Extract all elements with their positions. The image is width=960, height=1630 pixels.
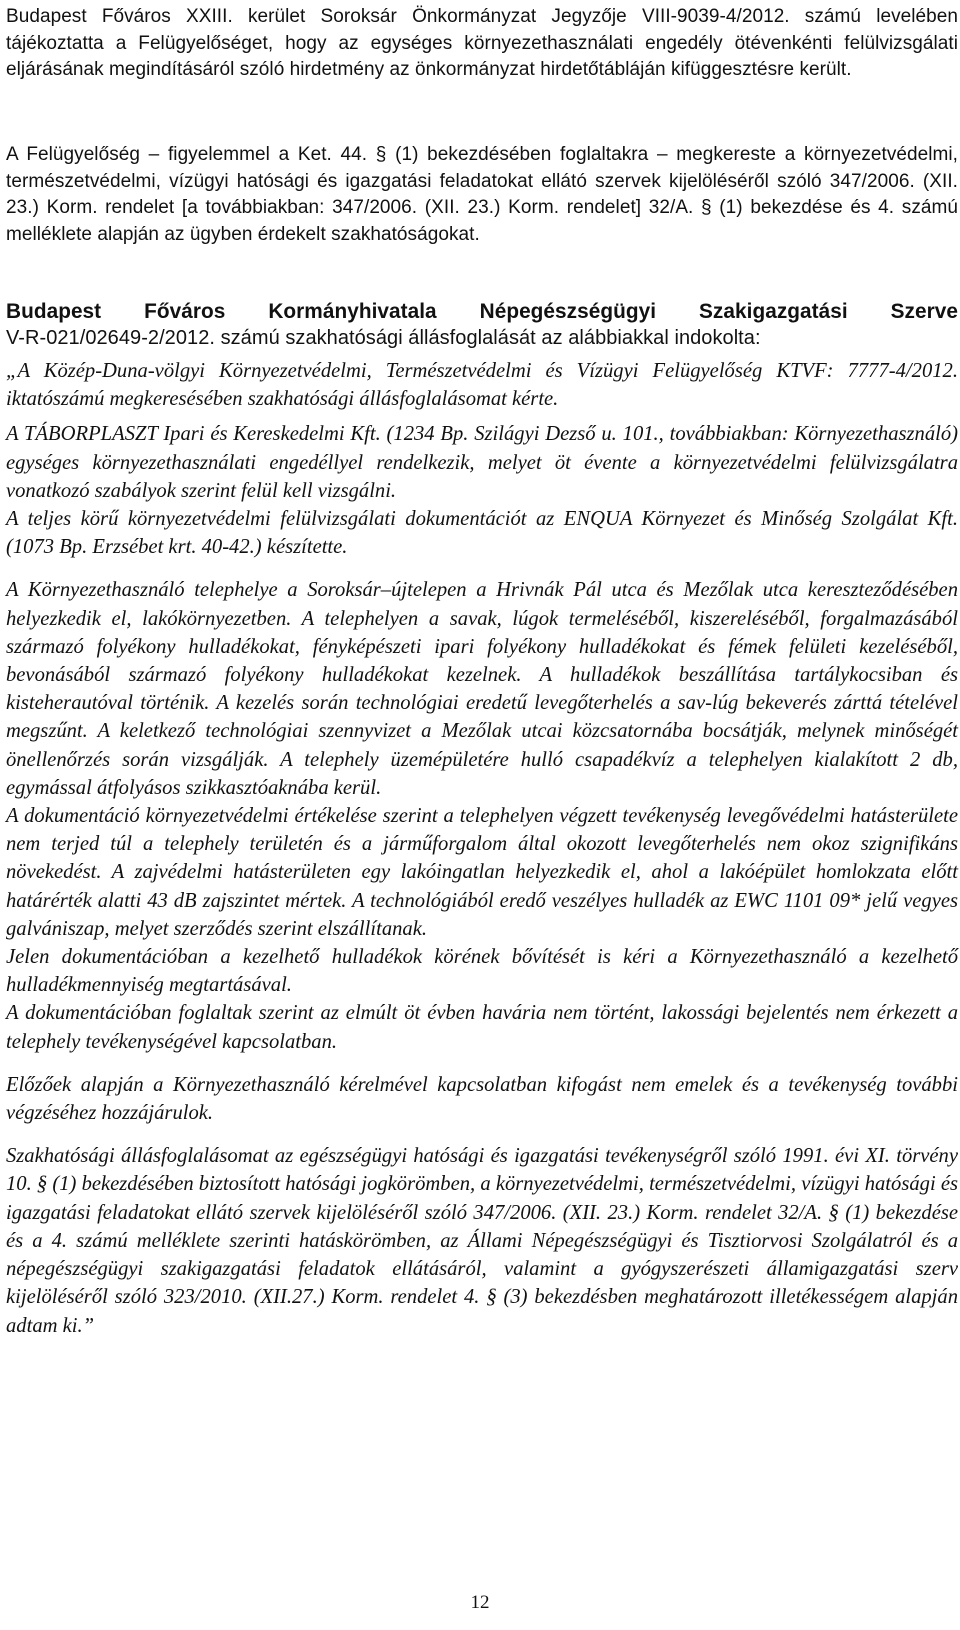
quote-paragraph-1: „A Közép-Duna-völgyi Környezetvédelmi, Természetvédelmi és Vízügyi Felügyelőség KTVF: 7777-4/2012. iktatószámú megkeresésében szakhatósági állásfoglalásomat kérte. bbox=[6, 360, 958, 411]
quote-paragraph-6: Jelen dokumentációban a kezelhető hulladékok körének bővítését is kéri a Környezethasználó a kezelhető hulladékmennyiség megtartásával. bbox=[6, 946, 958, 997]
quote-paragraph-7: A dokumentációban foglaltak szerint az elmúlt öt évben havária nem történt, lakossági bejelentés nem érkezett a telephely tevékenységével kapcsolatban. bbox=[6, 1002, 958, 1053]
quote-paragraph-8: Előzőek alapján a Környezethasználó kérelmével kapcsolatban kifogást nem emelek és a tevékenység további végzéséhez hozzájárulok. bbox=[6, 1073, 958, 1125]
page-number: 12 bbox=[470, 1592, 490, 1613]
intro-paragraph: Budapest Főváros XXIII. kerület Soroksár Önkormányzat Jegyzője VIII-9039-4/2012. számú levelében tájékoztatta a Felügyelőséget, hogy az egységes környezethasználati engedély ötévenkénti felülvizsgálati eljárásának megindításáról szóló hirdetmény az önkormányzat hirdetőtábláján kifüggesztésre került. bbox=[6, 6, 958, 80]
quote-paragraph-3: A teljes körű környezetvédelmi felülvizsgálati dokumentációt az ENQUA Környezet és Minőség Szolgálat Kft. (1073 Bp. Erzsébet krt. 40-42.) készítette. bbox=[6, 508, 958, 559]
authority-block bbox=[6, 298, 958, 352]
quote-paragraph-5: A dokumentáció környezetvédelmi értékelése szerint a telephelyen végzett tevékenység levegővédelmi hatásterülete nem terjed túl a telephely területén és a járműforgalom által okozott levegőterhelés nem okoz szignifikáns növekedést. A zajvédelmi hatásterületen egy lakóingatlan helyezkedik el, ahol a lakóépület homlokzata előtt határérték alatti 43 dB zajszintet mértek. A technológiából eredő veszélyes hulladék az EWC 1101 09* jelű vegyes galvániszap, melyet szerződés szerint elszállítanak. bbox=[6, 805, 958, 940]
quoted-opinion bbox=[6, 357, 958, 1340]
quote-paragraph-4: A Környezethasználó telephelye a Soroksár–újtelepen a Hrivnák Pál utca és Mezőlak utca kereszteződésében helyezkedik el, lakókörnyezetben. A telephelyen a savak, lúgok termeléséből, kiszereléséből, forgalmazásából származó folyékony hulladékokat, fényképészeti ipari folyékony hulladékokat és fémek felületi kezeléséből, bevonásából származó folyékony hulladékokat kezelnek. A hulladékok beszállítása tartálykocsiban és kisteherautóval történik. A kezelés során technológiai eredetű levegőterhelés a sav-lúg bekeverés zárttá tételével megszűnt. A keletkező technológiai szennyvizet a Mezőlak utcai közcsatornába bocsátják, melynek minőségét önellenőrzés során vizsgálják. A telephely üzemépületére hulló csapadékvíz a telephelyen kialakított 2 db, egymással átfolyásos szikkasztóaknába kerül. bbox=[6, 579, 958, 799]
quote-paragraph-2: A TÁBORPLASZT Ipari és Kereskedelmi Kft. (1234 Bp. Szilágyi Dezső u. 101., továbbiakban: Környezethasználó) egységes környezethasználati engedéllyel rendelkezik, melyet öt évente a környezetvédelmi felülvizsgálatra vonatkozó szabályok szerint felül kell vizsgálni. bbox=[6, 423, 958, 502]
inspectorate-paragraph: A Felügyelőség – figyelemmel a Ket. 44. § (1) bekezdésében foglaltakra – megkereste a környezetvédelmi, természetvédelmi, vízügyi hatósági és igazgatási feladatokat ellátó szervek kijelöléséről szóló 347/2006. (XII. 23.) Korm. rendelet [a továbbiakban: 347/2006. (XII. 23.) Korm. rendelet] 32/A. § (1) bekezdése és 4. számú melléklete alapján az ügyben érdekelt szakhatóságokat. bbox=[6, 144, 958, 245]
quote-paragraph-9: Szakhatósági állásfoglalásomat az egészségügyi hatósági és igazgatási tevékenységről szóló 1991. évi XI. törvény 10. § (1) bekezdésében biztosított hatósági jogkörömben, a környezetvédelmi, természetvédelmi, vízügyi hatósági és igazgatási feladatokat ellátó szervek kijelöléséről szóló 347/2006. (XII. 23.) Korm. rendelet 32/A. § (1) bekezdése és a 4. számú melléklete szerinti hatáskörömben, az Állami Népegészségügyi és Tisztiorvosi Szolgálatról és a népegészségügyi szakigazgatási feladatok ellátásáról, valamint a gyógyszerészeti államigazgatási szerv kijelöléséről szóló 323/2010. (XII.27.) Korm. rendelet 4. § (3) bekezdésben meghatározott illetékességem alapján adtam ki.” bbox=[6, 1145, 958, 1337]
authority-reference: V-R-021/02649-2/2012. számú szakhatósági állásfoglalását az alábbiakkal indokolta: bbox=[6, 327, 761, 349]
authority-heading: Budapest Főváros Kormányhivatala Népegészségügyi Szakigazgatási Szerve bbox=[6, 300, 958, 323]
